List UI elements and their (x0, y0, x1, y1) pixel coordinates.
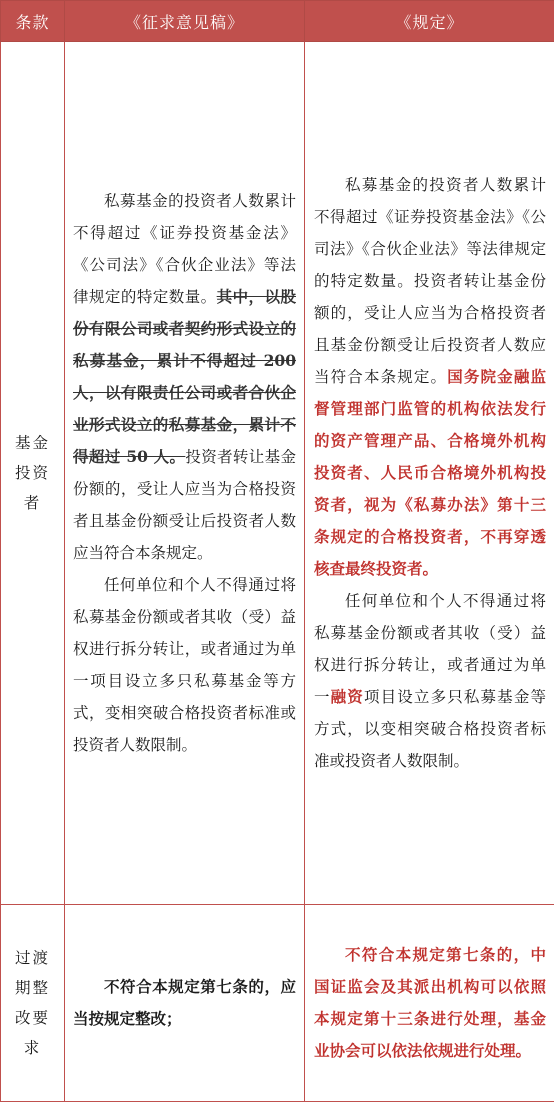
row-label-transition: 过渡期整改要求 (1, 905, 65, 1102)
row-label-investors: 基金投资者 (1, 42, 65, 905)
draft-cell-investors (65, 42, 305, 905)
header-final: 《规定》 (305, 1, 554, 42)
draft-paragraph: 任何单位和个人不得通过将私募基金份额或者其收（受）益权进行拆分转让，或者通过为单一项目设立多只私募基金等方式，变相突破合格投资者标准或投资者人数限制。 (73, 576, 296, 754)
header-clause: 条款 (1, 1, 65, 42)
added-text: 国务院金融监督管理部门监管的机构依法发行的资产管理产品、合格境外机构投资者、人民币合格境外机构投资者，视为《私募办法》第十三条规定的合格投资者，不再穿透核查最终投资者。 (314, 367, 546, 578)
table-row (1, 905, 554, 1102)
final-paragraph: 任何单位和个人不得通过将私募基金份额或者其收（受）益权进行拆分转让，或者通过为单一融资项目设立多只私募基金等方式，以变相突破合格投资者标准或投资者人数限制。 (314, 592, 546, 770)
table-row (1, 42, 554, 905)
added-text: 不符合本规定第七条的，中国证监会及其派出机构可以依照本规定第十三条进行处理，基金业协会可以依法依规进行处理。 (314, 945, 546, 1060)
draft-paragraph: 不符合本规定第七条的，应当按规定整改； (73, 977, 296, 1028)
header-row (1, 1, 554, 42)
draft-cell-transition (65, 905, 305, 1102)
deleted-text: 其中，以股份有限公司或者契约形式设立的私募基金，累计不得超过 200 人，以有限责任公司或者合伙企业形式设立的私募基金，累计不得超过 50 人。 (73, 287, 296, 466)
final-cell-transition (305, 905, 554, 1102)
draft-paragraph: 私募基金的投资者人数累计不得超过《证券投资基金法》《公司法》《合伙企业法》等法律规定的特定数量。其中，以股份有限公司或者契约形式设立的私募基金，累计不得超过 200 人，以有限责任公司或者合伙企业形式设立的私募基金，累计不得超过 50 人。投资者转让基金份额的，受让人应当为合格投资者且基金份额受让后投资者人数应当符合本条规定。 (73, 192, 296, 562)
added-text: 融资 (330, 687, 364, 706)
header-draft: 《征求意见稿》 (65, 1, 305, 42)
final-cell-investors (305, 42, 554, 905)
final-paragraph: 私募基金的投资者人数累计不得超过《证券投资基金法》《公司法》《合伙企业法》等法律规定的特定数量。投资者转让基金份额的，受让人应当为合格投资者且基金份额受让后投资者人数应当符合本条规定。国务院金融监督管理部门监管的机构依法发行的资产管理产品、合格境外机构投资者、人民币合格境外机构投资者，视为《私募办法》第十三条规定的合格投资者，不再穿透核查最终投资者。 (314, 176, 546, 578)
